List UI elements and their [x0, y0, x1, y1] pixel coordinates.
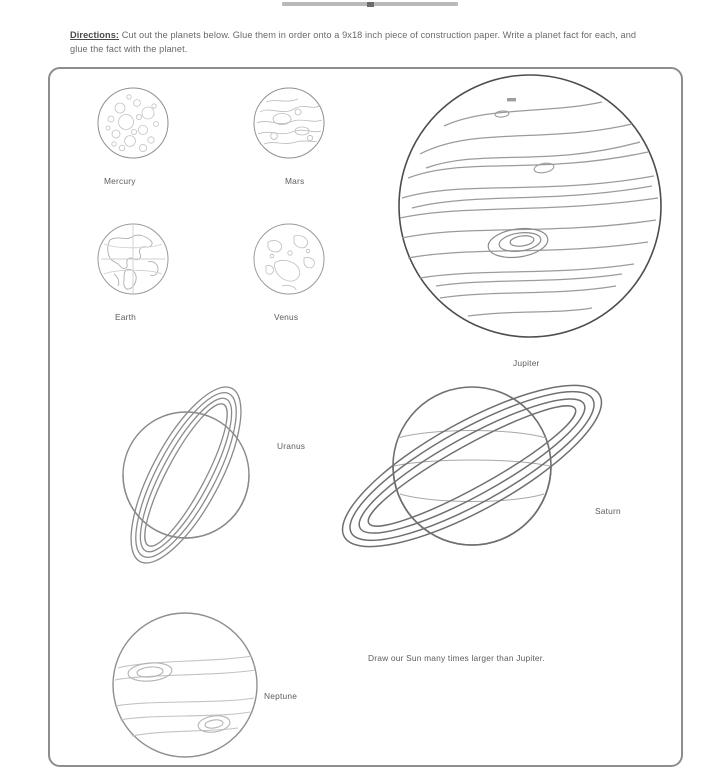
label-uranus: Uranus	[277, 441, 306, 451]
label-earth: Earth	[115, 312, 137, 322]
planet-uranus[interactable]	[98, 372, 278, 577]
title-tick	[367, 2, 374, 7]
planet-saturn[interactable]	[332, 356, 632, 578]
label-mars: Mars	[285, 176, 305, 186]
planet-earth[interactable]	[96, 222, 170, 296]
label-saturn: Saturn	[595, 506, 621, 516]
worksheet-title-rule	[282, 2, 458, 6]
label-jupiter: Jupiter	[513, 358, 540, 368]
directions-label: Directions:	[70, 30, 120, 41]
sun-instruction-text: Draw our Sun many times larger than Jupiter.	[368, 653, 545, 663]
directions-text	[70, 28, 650, 56]
directions-body: Cut out the planets below. Glue them in order onto a 9x18 inch piece of construction paper. Write a planet fact for each, and glue the fact with the planet.	[70, 30, 637, 55]
planet-jupiter[interactable]	[396, 72, 664, 340]
label-venus: Venus	[274, 312, 299, 322]
planet-mercury[interactable]	[96, 86, 170, 160]
planet-neptune[interactable]	[110, 610, 260, 760]
label-mercury: Mercury	[104, 176, 136, 186]
label-neptune: Neptune	[264, 691, 298, 701]
planet-mars[interactable]	[252, 86, 326, 160]
planet-venus[interactable]	[252, 222, 326, 296]
